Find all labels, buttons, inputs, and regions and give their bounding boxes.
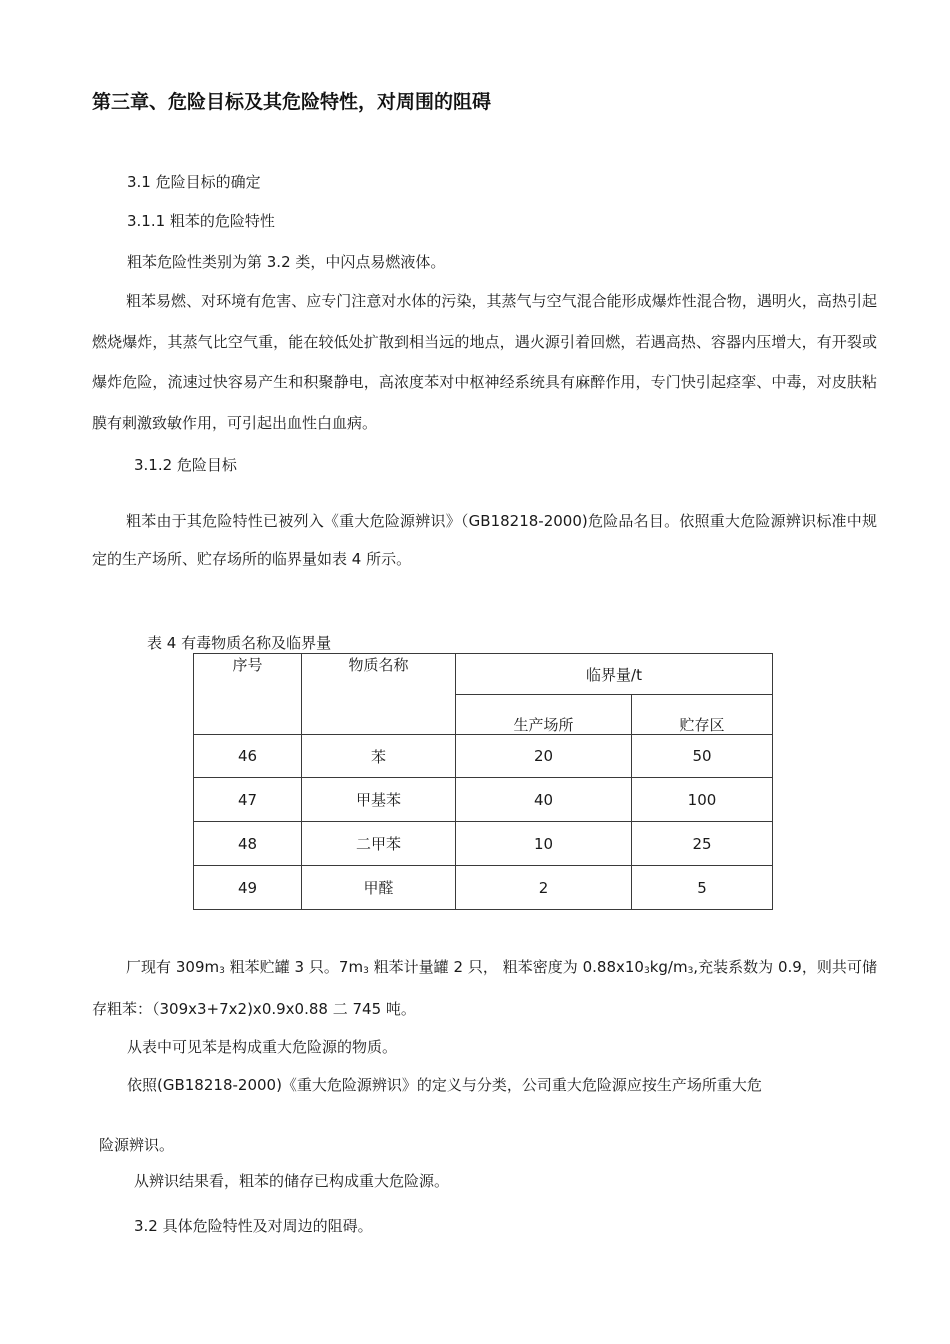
paragraph-per-standard: 依照(GB18218-2000)《重大危险源辨识》的定义与分类，公司重大危险源应按生产场所重大危: [127, 1076, 762, 1094]
cell-storage-threshold: 5: [632, 866, 773, 910]
table-row: [194, 822, 773, 866]
cell-substance-name: 甲基苯: [302, 778, 456, 822]
header-substance-name: 物质名称: [302, 654, 456, 735]
header-storage-area-label: 贮存区: [679, 716, 725, 734]
paragraph-standard-reference: 粗苯由于其危险特性已被列入《重大危险源辨识》（GB18218-2000)危险品名目。依照重大危险源辨识标准中规定的生产场所、贮存场所的临界量如表 4 所示。: [92, 512, 877, 568]
storage-text-5: ,充装系数为 0.9，则共可储存粗苯：（309x3+7x2)x0.9x0.88 二 745 吨。: [92, 958, 877, 1018]
table-header-row: [194, 654, 773, 695]
paragraph-identification-result: 从辨识结果看，粗苯的储存已构成重大危险源。: [134, 1172, 450, 1190]
cell-storage-threshold: 100: [632, 778, 773, 822]
cell-serial-no: 46: [194, 735, 302, 778]
cell-production-threshold: 2: [456, 866, 632, 910]
storage-sub-1: 3: [219, 966, 225, 976]
header-production-site: [456, 695, 632, 735]
cell-substance-name: 苯: [302, 735, 456, 778]
cell-serial-no: 47: [194, 778, 302, 822]
cell-serial-no: 49: [194, 866, 302, 910]
storage-text-4: kg/m: [649, 958, 688, 976]
header-production-site-label: 生产场所: [513, 716, 574, 734]
section-heading-3-1-2: 3.1.2 危险目标: [134, 456, 237, 474]
paragraph-hazard-properties: 粗苯易燃、对环境有危害、应专门注意对水体的污染，其蒸气与空气混合能形成爆炸性混合物，遇明火，高热引起燃烧爆炸，其蒸气比空气重，能在较低处扩散到相当远的地点，遇火源引着回燃，若遇高热、容器内压增大，有开裂或爆炸危险，流速过快容易产生和积聚静电，高浓度苯对中枢神经系统具有麻醉作用，专门快引起痉挛、中毒，对皮肤粘膜有刺激致敏作用，可引起出血性白血病。: [92, 292, 877, 432]
storage-text-2: 粗苯贮罐 3 只。7m: [224, 958, 364, 976]
table-row: [194, 778, 773, 822]
header-threshold: 临界量/t: [456, 654, 773, 695]
section-heading-3-1-1: 3.1.1 粗苯的危险特性: [127, 212, 275, 230]
threshold-table: [193, 653, 773, 910]
cell-production-threshold: 20: [456, 735, 632, 778]
table-caption: 表 4 有毒物质名称及临界量: [147, 634, 332, 652]
section-heading-3-2: 3.2 具体危险特性及对周边的阻碍。: [134, 1217, 373, 1235]
storage-sub-3: 3: [643, 966, 650, 976]
paragraph-per-standard-continued: 险源辨识。: [99, 1136, 175, 1154]
table-row: [194, 866, 773, 910]
cell-substance-name: 甲醛: [302, 866, 456, 910]
storage-sub-2: 3: [363, 966, 369, 976]
storage-text-1: 厂现有 309m: [126, 958, 220, 976]
header-serial-no: 序号: [194, 654, 302, 735]
cell-serial-no: 48: [194, 822, 302, 866]
table-row: [194, 735, 773, 778]
chapter-title: 第三章、危险目标及其危险特性，对周围的阻碍: [92, 91, 492, 113]
storage-sub-4: 3: [687, 966, 694, 976]
section-heading-3-1: 3.1 危险目标的确定: [127, 173, 261, 191]
header-storage-area: [632, 695, 773, 735]
cell-production-threshold: 40: [456, 778, 632, 822]
paragraph-hazard-class: 粗苯危险性类别为第 3.2 类，中闪点易燃液体。: [127, 253, 446, 271]
cell-substance-name: 二甲苯: [302, 822, 456, 866]
cell-production-threshold: 10: [456, 822, 632, 866]
storage-text-3: 粗苯计量罐 2 只， 粗苯密度为 0.88x10: [368, 958, 644, 976]
cell-storage-threshold: 50: [632, 735, 773, 778]
paragraph-conclusion: 从表中可见苯是构成重大危险源的物质。: [127, 1038, 398, 1056]
cell-storage-threshold: 25: [632, 822, 773, 866]
paragraph-storage-capacity: [92, 948, 877, 1028]
